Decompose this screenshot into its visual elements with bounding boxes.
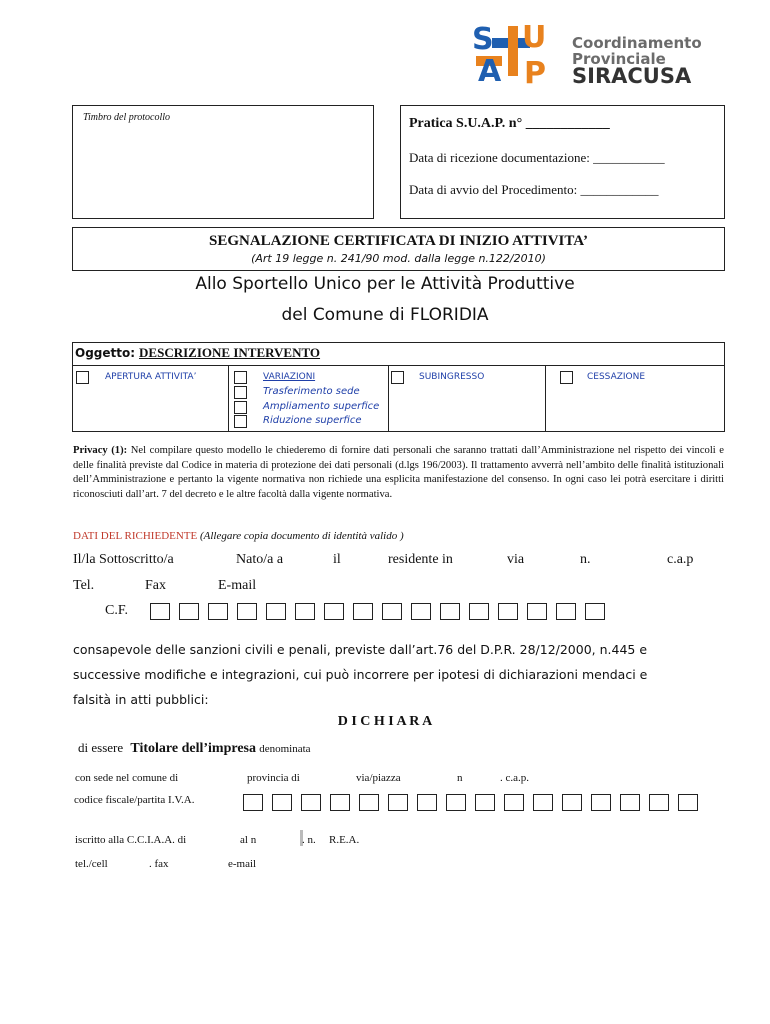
field-cap[interactable]: c.a.p (667, 552, 694, 567)
field-tel-cell[interactable]: tel./cell (75, 858, 108, 870)
cf-cell[interactable] (208, 603, 228, 620)
piva-cell[interactable] (620, 794, 640, 811)
cf-label: C.F. (105, 603, 129, 618)
codice-fiscale-label: codice fiscale/partita I.V.A. (74, 794, 195, 806)
field-residente[interactable]: residente in (388, 552, 453, 567)
privacy-block (73, 444, 724, 502)
field-email[interactable]: E-mail (218, 578, 257, 593)
logo-letter-a: A (478, 54, 502, 89)
field-via[interactable]: via (507, 552, 525, 567)
consapevole-line1: consapevole delle sanzioni civili e penali, previste dall’art.76 del D.P.R. 28/12/2000, n.445 e (73, 642, 648, 657)
richiedente-row2 (73, 578, 693, 596)
oggetto-col-divider-2 (388, 365, 389, 431)
cciaa-row (75, 834, 695, 850)
piva-cell[interactable] (272, 794, 292, 811)
riduzione-label: Riduzione superfice (263, 415, 362, 426)
logo-letter-u: U (522, 20, 547, 55)
oggetto-box (72, 342, 725, 432)
cf-cell[interactable] (527, 603, 547, 620)
riduzione-checkbox[interactable] (234, 415, 247, 428)
richiedente-note: (Allegare copia documento di identità valido ) (199, 530, 404, 542)
form-subtitle: (Art 19 legge n. 241/90 mod. dalla legge n.122/2010) (251, 252, 546, 265)
piva-cell[interactable] (359, 794, 379, 811)
cf-cell[interactable] (469, 603, 489, 620)
cf-cell[interactable] (440, 603, 460, 620)
piva-cell[interactable] (330, 794, 350, 811)
field-fax-impresa[interactable]: . fax (149, 858, 169, 870)
ampliamento-checkbox[interactable] (234, 401, 247, 414)
privacy-label: Privacy (1): (73, 445, 128, 456)
field-cciaa[interactable]: iscritto alla C.C.I.A.A. di (75, 834, 187, 846)
field-fax[interactable]: Fax (145, 578, 166, 593)
pratica-number[interactable]: Pratica S.U.A.P. n° ____________ (409, 116, 610, 131)
apertura-label: APERTURA ATTIVITA’ (105, 372, 197, 382)
logo (470, 20, 740, 90)
apertura-checkbox[interactable] (76, 371, 89, 384)
richiedente-header (73, 530, 404, 542)
field-nato-a[interactable]: Nato/a a (236, 552, 284, 567)
oggetto-col-divider-1 (228, 365, 229, 431)
piva-cell[interactable] (243, 794, 263, 811)
field-sede-via[interactable]: via/piazza (356, 772, 401, 784)
cf-cell[interactable] (295, 603, 315, 620)
field-sottoscritto[interactable]: Il/la Sottoscritto/a (73, 552, 174, 567)
form-title: SEGNALAZIONE CERTIFICATA DI INIZIO ATTIVITA’ (209, 233, 588, 249)
cf-cell[interactable] (150, 603, 170, 620)
cf-cell[interactable] (382, 603, 402, 620)
variazioni-label: VARIAZIONI (263, 372, 316, 382)
field-rea[interactable]: R.E.A. (329, 834, 360, 846)
logo-line3: SIRACUSA (572, 64, 692, 88)
variazioni-checkbox[interactable] (234, 371, 247, 384)
subingresso-checkbox[interactable] (391, 371, 404, 384)
cf-cell[interactable] (353, 603, 373, 620)
piva-cell[interactable] (301, 794, 321, 811)
field-il[interactable]: il (333, 552, 341, 567)
oggetto-label: Oggetto: (75, 346, 136, 360)
consapevole-line2: successive modifiche e integrazioni, cui può incorrere per ipotesi di dichiarazioni mendaci e (73, 667, 648, 682)
logo-line1: Coordinamento (572, 34, 702, 52)
addressee-line1: Allo Sportello Unico per le Attività Produttive (195, 274, 575, 294)
impresa-pre: di essere (78, 740, 124, 755)
logo-letter-s: S (472, 22, 494, 57)
logo-line2: Provinciale (572, 50, 666, 68)
impresa-denominata[interactable]: denominata (259, 743, 311, 755)
data-avvio[interactable]: Data di avvio del Procedimento: ____________ (409, 182, 659, 197)
piva-cell[interactable] (388, 794, 408, 811)
piva-cell[interactable] (562, 794, 582, 811)
field-sede-comune[interactable]: con sede nel comune di (75, 772, 179, 784)
piva-grid[interactable] (243, 794, 705, 813)
dichiara-heading: D I C H I A R A (337, 714, 433, 729)
heading-box (72, 227, 725, 271)
impresa-line (78, 740, 311, 757)
field-n[interactable]: . n. (302, 834, 316, 846)
piva-cell[interactable] (446, 794, 466, 811)
piva-cell[interactable] (591, 794, 611, 811)
cf-cell[interactable] (411, 603, 431, 620)
field-email-impresa[interactable]: e-mail (228, 858, 257, 870)
data-ricezione[interactable]: Data di ricezione documentazione: ___________ (409, 150, 665, 165)
oggetto-header (75, 344, 320, 362)
ampliamento-label: Ampliamento superfice (263, 401, 380, 412)
trasferimento-checkbox[interactable] (234, 386, 247, 399)
cf-cell[interactable] (498, 603, 518, 620)
cf-grid[interactable] (150, 603, 620, 622)
cf-cell[interactable] (237, 603, 257, 620)
field-sede-provincia[interactable]: provincia di (247, 772, 300, 784)
oggetto-divider (73, 365, 724, 366)
cf-cell[interactable] (266, 603, 286, 620)
sede-row (75, 772, 695, 788)
logo-letter-p: P (524, 56, 546, 91)
consapevole-line3: falsità in atti pubblici: (73, 692, 209, 707)
cessazione-checkbox[interactable] (560, 371, 573, 384)
field-sede-numero[interactable]: n (457, 772, 463, 784)
stamp-label: Timbro del protocollo (83, 112, 171, 123)
piva-cell[interactable] (649, 794, 669, 811)
contatti-row (75, 858, 695, 874)
richiedente-row1 (73, 552, 693, 570)
pratica-box (400, 105, 725, 219)
piva-cell[interactable] (504, 794, 524, 811)
oggetto-value: DESCRIZIONE INTERVENTO (139, 345, 321, 360)
field-al-n[interactable]: al n (240, 834, 257, 846)
field-numero[interactable]: n. (580, 552, 591, 567)
addressee-line2: del Comune di FLORIDIA (281, 305, 489, 325)
field-tel[interactable]: Tel. (73, 578, 95, 593)
cf-cell[interactable] (179, 603, 199, 620)
piva-cell[interactable] (475, 794, 495, 811)
piva-cell[interactable] (417, 794, 437, 811)
field-sede-cap[interactable]: . c.a.p. (500, 772, 530, 784)
piva-cell[interactable] (678, 794, 698, 811)
oggetto-col-divider-3 (545, 365, 546, 431)
subingresso-label: SUBINGRESSO (419, 372, 485, 382)
trasferimento-label: Trasferimento sede (263, 386, 360, 397)
impresa-titolare: Titolare dell’impresa (130, 741, 256, 756)
cessazione-label: CESSAZIONE (587, 372, 646, 382)
privacy-text: Nel compilare questo modello le chiederemo di fornire dati personali che saranno trattati dall’Amministrazione nel rispetto dei vincoli e delle finalità previste dal Codice in materia di protezione dei dati personali (d.lgs 196/2003). Il trattamento avverrà nell’ambito delle finalità istituzionali dell’Amministrazione e pertanto la vigente normativa non richiede una esplicita manifestazione del consenso. In ogni caso lei potrà esercitare i diritti riconosciuti dall’art. 7 del decreto e le altre facoltà dalla vigente normativa. (73, 445, 724, 500)
cf-cell[interactable] (585, 603, 605, 620)
richiedente-title: DATI DEL RICHIEDENTE (73, 530, 198, 542)
cf-cell[interactable] (556, 603, 576, 620)
cf-cell[interactable] (324, 603, 344, 620)
piva-cell[interactable] (533, 794, 553, 811)
stamp-box[interactable] (72, 105, 374, 219)
